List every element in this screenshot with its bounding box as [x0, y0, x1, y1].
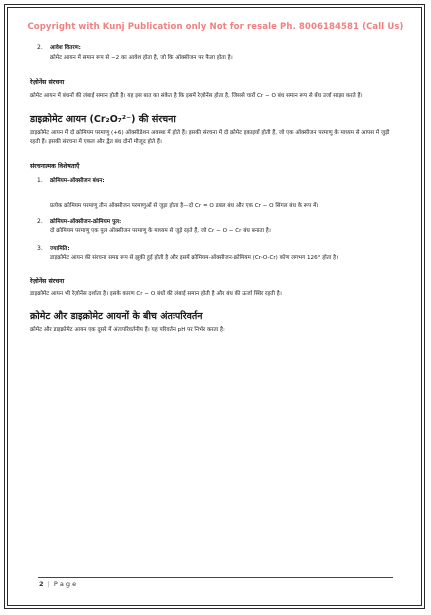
feature-number: 1.: [37, 176, 43, 184]
dichromate-structure-heading: डाइक्रोमेट आयन (Cr₂O₇²⁻) की संरचना: [30, 113, 176, 125]
item-text: क्रोमेट आयन में समान रूप से −2 का आवेश होता है, जो कि ऑक्सीजन पर फैला होता है।: [50, 54, 233, 61]
footer-divider: [38, 577, 393, 578]
item-label: आवेश वितरण:: [50, 45, 81, 51]
feature-label: क्रोमियम-ऑक्सीजन-क्रोमियम पुल:: [50, 218, 122, 225]
page-label: P a g e: [53, 580, 77, 588]
feature-text: दो क्रोमियम परमाणु एक पुल ऑक्सीजन परमाणु के माध्यम से जुड़े रहते हैं, जो Cr − O − Cr बंध बनाता है।: [50, 228, 271, 234]
resonance-text: डाइक्रोमेट आयन भी रेज़ोनेंस दर्शाता है। इसके कारण Cr − O बंधों की लंबाई समान होती है और बंध की ऊर्जा स्थिर रहती है।: [30, 290, 282, 297]
dichromate-intro-text: डाइक्रोमेट आयन में दो क्रोमियम परमाणु (+6) ऑक्सीडेशन अवस्था में होते हैं। इसकी संरचना में दो क्रोमेट इकाइयाँ होती हैं, जो एक ऑक्सीजन परमाणु के माध्यम से आपस में जुड़ी रहती हैं। इसकी संरचना में एकल और द्वैत बंध दोनों मौजूद होते हैं।: [30, 129, 390, 145]
feature-text: डाइक्रोमेट आयन की संरचना समग्र रूप से झुकी हुई होती है और इसमें क्रोमियम-ऑक्सीजन-क्रोमियम (Cr-O-Cr) कोण लगभग 126° होता है।: [50, 255, 339, 261]
feature-number: 3.: [37, 244, 43, 252]
page-number: 2: [39, 580, 44, 588]
feature-label: क्रोमियम-ऑक्सीजन बंधन:: [50, 177, 105, 184]
page-footer: [39, 580, 76, 588]
interconversion-heading: क्रोमेट और डाइक्रोमेट आयनों के बीच अंतःपरिवर्तन: [30, 311, 203, 322]
resonance-heading: रेज़ोनेंस संरचना: [30, 277, 65, 285]
feature-number: 2.: [37, 217, 43, 225]
resonance-heading: रेज़ोनेंस संरचना: [30, 79, 65, 86]
page-content: [30, 44, 401, 336]
feature-label: ज्यामिति:: [50, 245, 70, 252]
charge-distribution-item: [30, 44, 401, 63]
resonance-text: क्रोमेट आयन में बंधनों की लंबाई समान होती है। यह इस बात का संकेत है कि इसमें रेज़ोनेंस होता है, जिससे चारों Cr − O बंध समान रूप से बँध उर्जा साझा करते हैं।: [30, 93, 363, 99]
feature-item: [30, 218, 401, 237]
feature-item: [30, 177, 401, 212]
structural-features-heading: संरचनात्मक विशेषताएँ: [30, 162, 80, 170]
feature-item: [30, 245, 401, 264]
feature-text: प्रत्येक क्रोमियम परमाणु तीन ऑक्सीजन परमाणुओं से जुड़ा होता है—दो Cr = O डबल बंध और एक Cr − O सिंगल बंध के रूप में।: [50, 203, 319, 209]
footer-separator: |: [47, 580, 50, 588]
interconversion-text: क्रोमेट और डाइक्रोमेट आयन एक दूसरे में अंतःपरिवर्तनीय हैं। यह परिवर्तन pH पर निर्भर करता है:: [30, 327, 225, 333]
copyright-header: Copyright with Kunj Publication only Not for resale Ph. 8006184581 (Call Us): [27, 22, 404, 32]
item-number: 2.: [37, 44, 43, 51]
